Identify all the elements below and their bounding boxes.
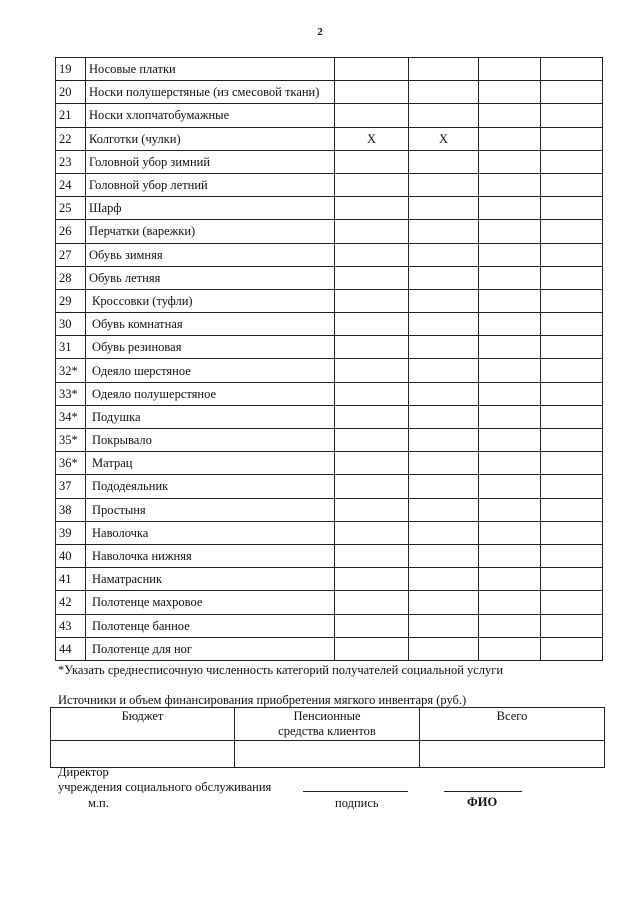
row-col-4 — [541, 359, 603, 382]
row-number: 20 — [56, 81, 86, 104]
table-row — [56, 104, 603, 127]
row-col-1 — [335, 289, 409, 312]
row-col-2 — [409, 521, 479, 544]
row-col-1 — [335, 266, 409, 289]
sources-value-pension — [235, 741, 420, 768]
row-col-2 — [409, 382, 479, 405]
table-row — [56, 289, 603, 312]
row-col-3 — [479, 637, 541, 660]
table-row — [56, 220, 603, 243]
row-item-name: Кроссовки (туфли) — [86, 289, 335, 312]
row-col-3 — [479, 336, 541, 359]
table-row — [56, 359, 603, 382]
table-row — [56, 382, 603, 405]
row-item-name: Носовые платки — [86, 58, 335, 81]
row-col-3 — [479, 289, 541, 312]
row-item-name: Обувь комнатная — [86, 313, 335, 336]
row-col-4 — [541, 336, 603, 359]
table-row — [56, 637, 603, 660]
row-col-2 — [409, 568, 479, 591]
row-col-4 — [541, 220, 603, 243]
row-col-2 — [409, 313, 479, 336]
row-number: 44 — [56, 637, 86, 660]
sources-value-total — [420, 741, 605, 768]
row-col-4 — [541, 150, 603, 173]
table-row — [56, 429, 603, 452]
row-item-name: Шарф — [86, 197, 335, 220]
row-col-4 — [541, 568, 603, 591]
row-col-4 — [541, 498, 603, 521]
row-number: 28 — [56, 266, 86, 289]
row-item-name: Наволочка — [86, 521, 335, 544]
table-row — [56, 591, 603, 614]
row-item-name: Обувь резиновая — [86, 336, 335, 359]
row-item-name: Носки полушерстяные (из смесовой ткани) — [86, 81, 335, 104]
row-col-1 — [335, 429, 409, 452]
row-col-3 — [479, 243, 541, 266]
signature-caption: подпись — [335, 796, 379, 810]
row-item-name: Покрывало — [86, 429, 335, 452]
row-col-1 — [335, 475, 409, 498]
sources-col-pension-line2: средства клиентов — [278, 724, 376, 738]
items-table-body — [56, 58, 603, 661]
row-col-1: X — [335, 127, 409, 150]
row-number: 27 — [56, 243, 86, 266]
row-col-4 — [541, 127, 603, 150]
row-number: 42 — [56, 591, 86, 614]
row-number: 31 — [56, 336, 86, 359]
row-col-4 — [541, 405, 603, 428]
row-col-2 — [409, 544, 479, 567]
row-number: 30 — [56, 313, 86, 336]
table-row — [56, 197, 603, 220]
row-item-name: Колготки (чулки) — [86, 127, 335, 150]
table-row — [56, 173, 603, 196]
row-item-name: Матрац — [86, 452, 335, 475]
row-col-1 — [335, 637, 409, 660]
row-col-4 — [541, 521, 603, 544]
row-col-2 — [409, 498, 479, 521]
row-col-4 — [541, 81, 603, 104]
row-col-1 — [335, 81, 409, 104]
row-col-3 — [479, 150, 541, 173]
name-caption: ФИО — [467, 795, 498, 809]
sources-header-row — [51, 708, 605, 741]
row-col-4 — [541, 382, 603, 405]
row-number: 23 — [56, 150, 86, 173]
row-col-2 — [409, 173, 479, 196]
row-col-4 — [541, 313, 603, 336]
row-item-name: Головной убор зимний — [86, 150, 335, 173]
director-label: Директор — [58, 765, 109, 779]
row-col-3 — [479, 197, 541, 220]
row-col-3 — [479, 81, 541, 104]
row-number: 22 — [56, 127, 86, 150]
row-col-1 — [335, 405, 409, 428]
table-row — [56, 313, 603, 336]
table-row — [56, 475, 603, 498]
items-table — [55, 57, 603, 661]
row-item-name: Полотенце для ног — [86, 637, 335, 660]
row-col-2 — [409, 81, 479, 104]
footnote: *Указать среднесписочную численность категорий получателей социальной услуги — [58, 663, 504, 677]
row-number: 39 — [56, 521, 86, 544]
row-col-3 — [479, 313, 541, 336]
stamp-place-label: м.п. — [88, 796, 109, 810]
row-col-2 — [409, 475, 479, 498]
row-col-2 — [409, 104, 479, 127]
row-col-2 — [409, 289, 479, 312]
table-row — [56, 243, 603, 266]
row-col-1 — [335, 173, 409, 196]
row-col-1 — [335, 591, 409, 614]
table-row — [56, 544, 603, 567]
row-col-4 — [541, 289, 603, 312]
name-line — [444, 791, 522, 792]
row-col-2 — [409, 614, 479, 637]
row-item-name: Обувь летняя — [86, 266, 335, 289]
row-col-4 — [541, 266, 603, 289]
row-col-1 — [335, 568, 409, 591]
table-row — [56, 521, 603, 544]
sources-table — [50, 707, 605, 768]
row-col-2 — [409, 58, 479, 81]
row-col-1 — [335, 336, 409, 359]
row-col-3 — [479, 475, 541, 498]
page-number: 2 — [317, 26, 323, 38]
row-col-2 — [409, 150, 479, 173]
row-col-1 — [335, 359, 409, 382]
row-number: 36* — [56, 452, 86, 475]
table-row — [56, 614, 603, 637]
row-col-2 — [409, 591, 479, 614]
row-col-4 — [541, 243, 603, 266]
row-number: 34* — [56, 405, 86, 428]
row-col-2 — [409, 220, 479, 243]
row-item-name: Подушка — [86, 405, 335, 428]
row-col-4 — [541, 544, 603, 567]
row-col-3 — [479, 498, 541, 521]
table-row — [56, 452, 603, 475]
sources-title: Источники и объем финансирования приобретения мягкого инвентаря (руб.) — [58, 693, 467, 707]
sources-col-pension — [235, 708, 420, 741]
row-col-4 — [541, 591, 603, 614]
row-number: 37 — [56, 475, 86, 498]
row-col-4 — [541, 173, 603, 196]
row-number: 41 — [56, 568, 86, 591]
row-col-3 — [479, 127, 541, 150]
row-col-4 — [541, 197, 603, 220]
row-col-3 — [479, 266, 541, 289]
table-row — [56, 568, 603, 591]
row-col-1 — [335, 498, 409, 521]
row-col-1 — [335, 197, 409, 220]
row-item-name: Наволочка нижняя — [86, 544, 335, 567]
sources-col-budget: Бюджет — [51, 708, 235, 741]
row-col-3 — [479, 104, 541, 127]
row-col-1 — [335, 452, 409, 475]
row-col-3 — [479, 452, 541, 475]
row-number: 29 — [56, 289, 86, 312]
row-item-name: Обувь зимняя — [86, 243, 335, 266]
row-col-1 — [335, 544, 409, 567]
row-col-3 — [479, 173, 541, 196]
row-number: 19 — [56, 58, 86, 81]
sources-col-pension-line1: Пенсионные — [293, 709, 361, 723]
row-col-3 — [479, 382, 541, 405]
row-item-name: Пододеяльник — [86, 475, 335, 498]
sources-value-row — [51, 741, 605, 768]
sources-col-total: Всего — [420, 708, 605, 741]
row-col-2 — [409, 243, 479, 266]
row-col-3 — [479, 568, 541, 591]
row-col-2 — [409, 336, 479, 359]
signature-block — [58, 765, 271, 795]
row-item-name: Наматрасник — [86, 568, 335, 591]
table-row — [56, 127, 603, 150]
row-col-2 — [409, 429, 479, 452]
table-row — [56, 498, 603, 521]
signature-line — [303, 791, 408, 792]
row-number: 38 — [56, 498, 86, 521]
row-col-2 — [409, 405, 479, 428]
row-col-3 — [479, 58, 541, 81]
row-col-4 — [541, 104, 603, 127]
row-col-1 — [335, 58, 409, 81]
row-number: 21 — [56, 104, 86, 127]
row-number: 26 — [56, 220, 86, 243]
sources-value-budget — [51, 741, 235, 768]
row-col-4 — [541, 614, 603, 637]
row-col-4 — [541, 429, 603, 452]
row-col-3 — [479, 544, 541, 567]
table-row — [56, 266, 603, 289]
row-col-4 — [541, 58, 603, 81]
row-col-1 — [335, 614, 409, 637]
row-col-2 — [409, 637, 479, 660]
row-number: 33* — [56, 382, 86, 405]
row-number: 25 — [56, 197, 86, 220]
row-col-3 — [479, 220, 541, 243]
row-item-name: Головной убор летний — [86, 173, 335, 196]
row-col-2 — [409, 197, 479, 220]
row-col-2 — [409, 359, 479, 382]
row-number: 35* — [56, 429, 86, 452]
row-col-3 — [479, 429, 541, 452]
row-col-3 — [479, 405, 541, 428]
row-col-3 — [479, 521, 541, 544]
row-col-2 — [409, 266, 479, 289]
row-item-name: Носки хлопчатобумажные — [86, 104, 335, 127]
row-item-name: Простыня — [86, 498, 335, 521]
row-item-name: Полотенце махровое — [86, 591, 335, 614]
table-row — [56, 58, 603, 81]
row-number: 32* — [56, 359, 86, 382]
row-col-1 — [335, 150, 409, 173]
row-col-3 — [479, 359, 541, 382]
row-col-1 — [335, 104, 409, 127]
row-col-1 — [335, 220, 409, 243]
row-col-1 — [335, 313, 409, 336]
row-col-4 — [541, 637, 603, 660]
row-number: 43 — [56, 614, 86, 637]
row-item-name: Одеяло полушерстяное — [86, 382, 335, 405]
row-col-1 — [335, 243, 409, 266]
row-col-4 — [541, 452, 603, 475]
row-item-name: Одеяло шерстяное — [86, 359, 335, 382]
row-col-3 — [479, 614, 541, 637]
table-row — [56, 336, 603, 359]
institution-label: учреждения социального обслуживания — [58, 780, 272, 794]
row-col-2 — [409, 452, 479, 475]
row-col-3 — [479, 591, 541, 614]
row-col-1 — [335, 521, 409, 544]
row-col-2: X — [409, 127, 479, 150]
row-item-name: Перчатки (варежки) — [86, 220, 335, 243]
row-item-name: Полотенце банное — [86, 614, 335, 637]
row-col-1 — [335, 382, 409, 405]
table-row — [56, 150, 603, 173]
table-row — [56, 81, 603, 104]
row-number: 24 — [56, 173, 86, 196]
row-number: 40 — [56, 544, 86, 567]
row-col-4 — [541, 475, 603, 498]
table-row — [56, 405, 603, 428]
